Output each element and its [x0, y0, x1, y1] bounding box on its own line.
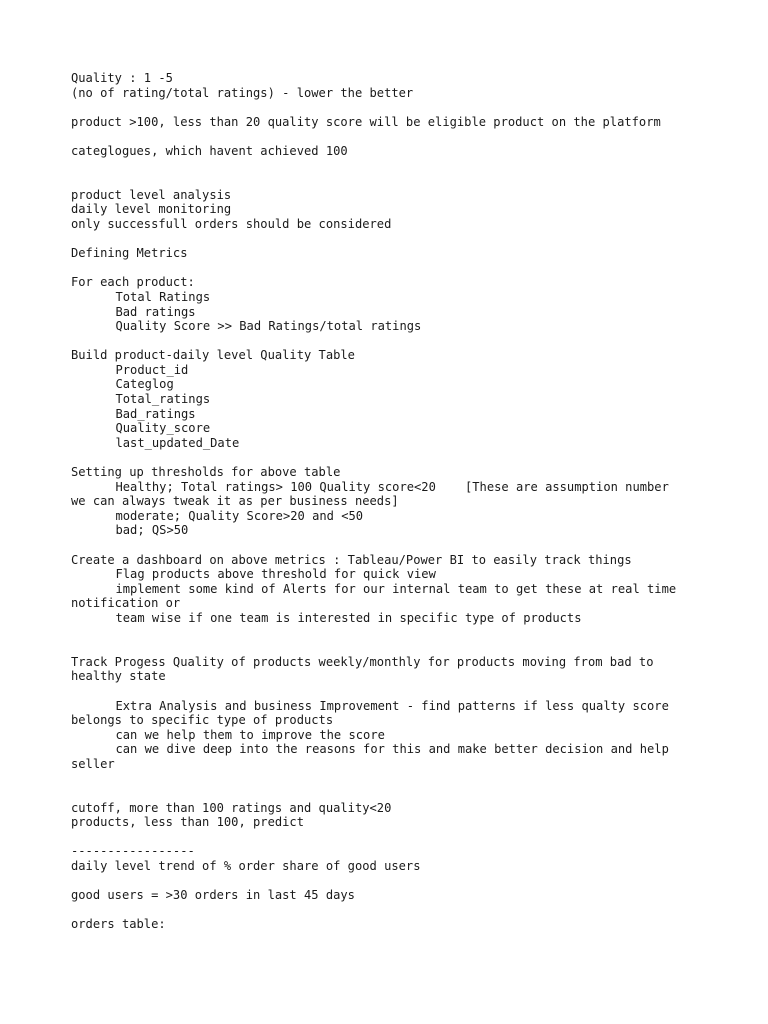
text-line: we can always tweak it as per business needs] [71, 494, 399, 509]
text-line: Quality : 1 -5 [71, 71, 173, 85]
text-line: healthy state [71, 669, 166, 684]
text-line: Track Progess Quality of products weekly/monthly for products moving from bad to [71, 654, 654, 669]
blank-line [71, 626, 711, 641]
blank-line [71, 261, 711, 276]
blank-line [71, 232, 711, 247]
blank-line [71, 129, 711, 144]
blank-line [71, 159, 711, 174]
indented-text-line: last_updated_Date [115, 435, 240, 450]
text-line: seller [71, 756, 115, 771]
blank-line [71, 334, 711, 349]
text-line: good users = >30 orders in last 45 days [71, 888, 355, 903]
indented-text-line: Extra Analysis and business Improvement - find patterns if less qualty score [115, 698, 669, 713]
indented-text-line: Total_ratings [115, 392, 211, 407]
indented-text-line: Quality_score [115, 421, 211, 436]
text-line: For each product: [71, 275, 195, 290]
indented-text-line: can we help them to improve the score [115, 727, 385, 742]
document-page [71, 71, 711, 932]
indented-text-line: implement some kind of Alerts for our internal team to get these at real time [115, 581, 677, 596]
indented-text-line: Quality Score >> Bad Ratings/total ratings [115, 319, 422, 334]
text-line: ----------------- [71, 844, 195, 859]
text-line: daily level trend of % order share of good users [71, 859, 421, 874]
blank-line [71, 450, 711, 465]
indented-text-line: Product_id [115, 362, 189, 377]
text-line: Build product-daily level Quality Table [71, 348, 355, 363]
blank-line [71, 173, 711, 188]
blank-line [71, 640, 711, 655]
text-line: Create a dashboard on above metrics : Tableau/Power BI to easily track things [71, 552, 632, 567]
blank-line [71, 538, 711, 553]
blank-line [71, 874, 711, 889]
text-line: product level analysis [71, 187, 232, 202]
indented-text-line: Total Ratings [115, 289, 211, 304]
indented-text-line: Healthy; Total ratings> 100 Quality score<20 [These are assumption number [115, 479, 669, 494]
blank-line [71, 903, 711, 918]
indented-text-line: moderate; Quality Score>20 and <50 [115, 508, 364, 523]
indented-text-line: Bad ratings [115, 304, 196, 319]
text-line: daily level monitoring [71, 202, 232, 217]
text-line: notification or [71, 596, 181, 611]
blank-line [71, 772, 711, 787]
text-line: categlogues, which havent achieved 100 [71, 143, 348, 158]
text-line: products, less than 100, predict [71, 815, 304, 830]
blank-line [71, 786, 711, 801]
indented-text-line: bad; QS>50 [115, 523, 189, 538]
indented-text-line: Categlog [115, 377, 174, 392]
indented-text-line: Flag products above threshold for quick view [115, 567, 436, 582]
indented-text-line: can we dive deep into the reasons for this and make better decision and help [115, 742, 669, 757]
text-line: orders table: [71, 917, 166, 932]
text-line: only successfull orders should be considered [71, 216, 392, 231]
text-line: belongs to specific type of products [71, 713, 334, 728]
text-line: (no of rating/total ratings) - lower the better [71, 85, 414, 100]
text-line: Defining Metrics [71, 246, 188, 261]
text-line: product >100, less than 20 quality score will be eligible product on the platform [71, 114, 661, 129]
blank-line [71, 100, 711, 115]
indented-text-line: Bad_ratings [115, 406, 196, 421]
text-line: Setting up thresholds for above table [71, 465, 341, 480]
blank-line [71, 830, 711, 845]
text-line: cutoff, more than 100 ratings and quality<20 [71, 800, 392, 815]
blank-line [71, 684, 711, 699]
indented-text-line: team wise if one team is interested in specific type of products [115, 610, 582, 625]
